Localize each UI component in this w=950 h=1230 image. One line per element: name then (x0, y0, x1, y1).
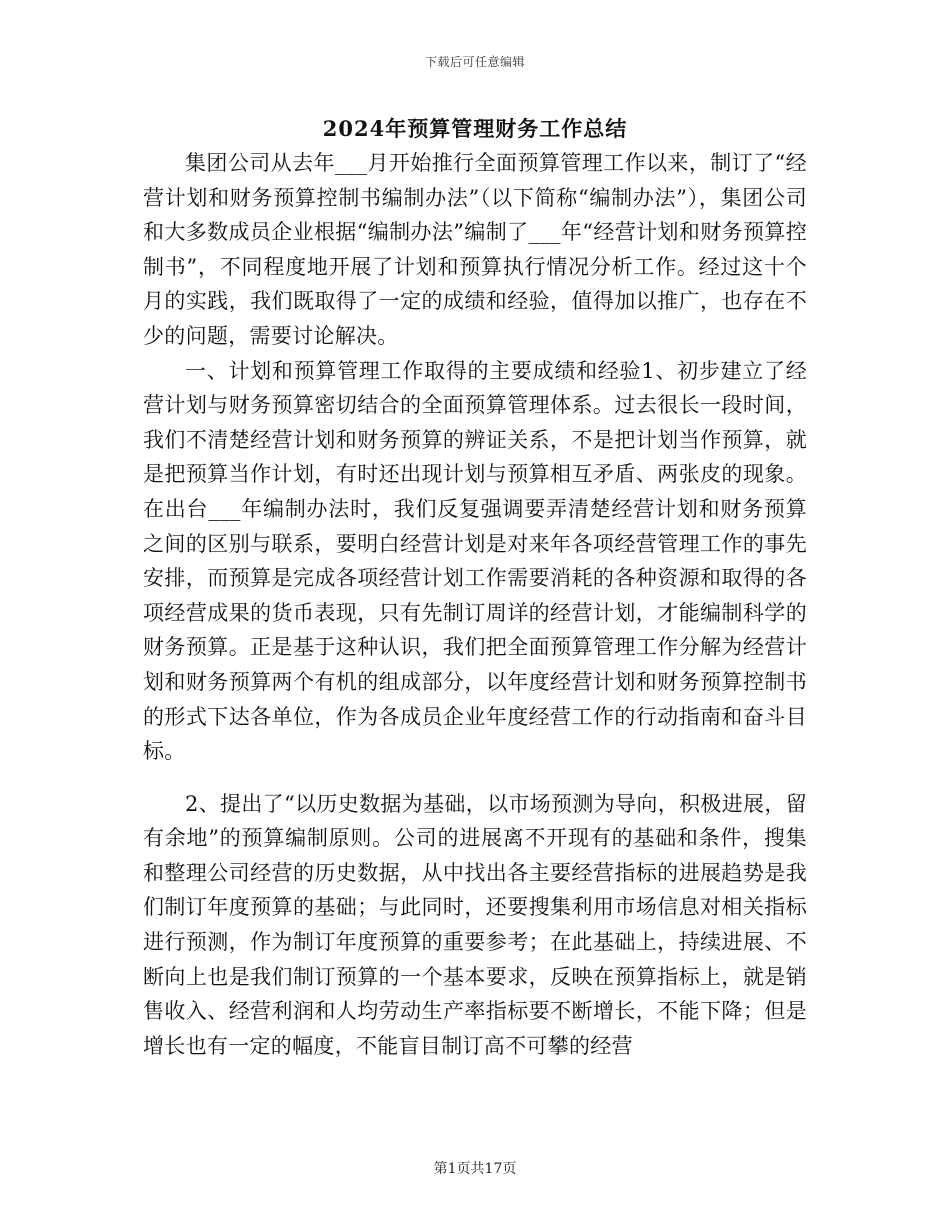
paragraph-budget-principles: 2、提出了“以历史数据为基础，以市场预测为导向，积极进展，留有余地”的预算编制原则。公司的进展离不开现有的基础和条件，搜集和整理公司经营的历史数据，从中找出各主要经营指标的进展趋势是我们制订年度预算的基础；与此同时，还要搜集利用市场信息对相关指标进行预测，作为制订年度预算的重要参考；在此基础上，持续进展、不断向上也是我们制订预算的一个基本要求，反映在预算指标上，就是销售收入、经营利润和人均劳动生产率指标要不断增长，不能下降；但是增长也有一定的幅度，不能盲目制订高不可攀的经营 (143, 791, 807, 1058)
paragraph-achievements: 一、计划和预算管理工作取得的主要成绩和经验1、初步建立了经营计划与财务预算密切结合的全面预算管理体系。过去很长一段时间，我们不清楚经营计划和财务预算的辨证关系，不是把计划当作预算，就是把预算当作计划，有时还出现计划与预算相互矛盾、两张皮的现象。在出台___年编制办法时，我们反复强调要弄清楚经营计划和财务预算之间的区别与联系，要明白经营计划是对来年各项经营管理工作的事先安排，而预算是完成各项经营计划工作需要消耗的各种资源和取得的各项经营成果的货币表现，只有先制订周详的经营计划，才能编制科学的财务预算。正是基于这种认识，我们把全面预算管理工作分解为经营计划和财务预算两个有机的组成部分，以年度经营计划和财务预算控制书的形式下达各单位，作为各成员企业年度经营工作的行动指南和奋斗目标。 (143, 358, 807, 764)
page-number-footer: 第1页共17页 (433, 1161, 517, 1177)
document-body (143, 146, 807, 1063)
paragraph-intro: 集团公司从去年___月开始推行全面预算管理工作以来，制订了“经营计划和财务预算控制书编制办法”（以下简称“编制办法”），集团公司和大多数成员企业根据“编制办法”编制了___年“经营计划和财务预算控制书”，不同程度地开展了计划和预算执行情况分析工作。经过这十个月的实践，我们既取得了一定的成绩和经验，值得加以推广，也存在不少的问题，需要讨论解决。 (143, 151, 807, 348)
document-title: 2024年预算管理财务工作总结 (322, 116, 628, 141)
header-note: 下载后可任意编辑 (424, 55, 525, 69)
